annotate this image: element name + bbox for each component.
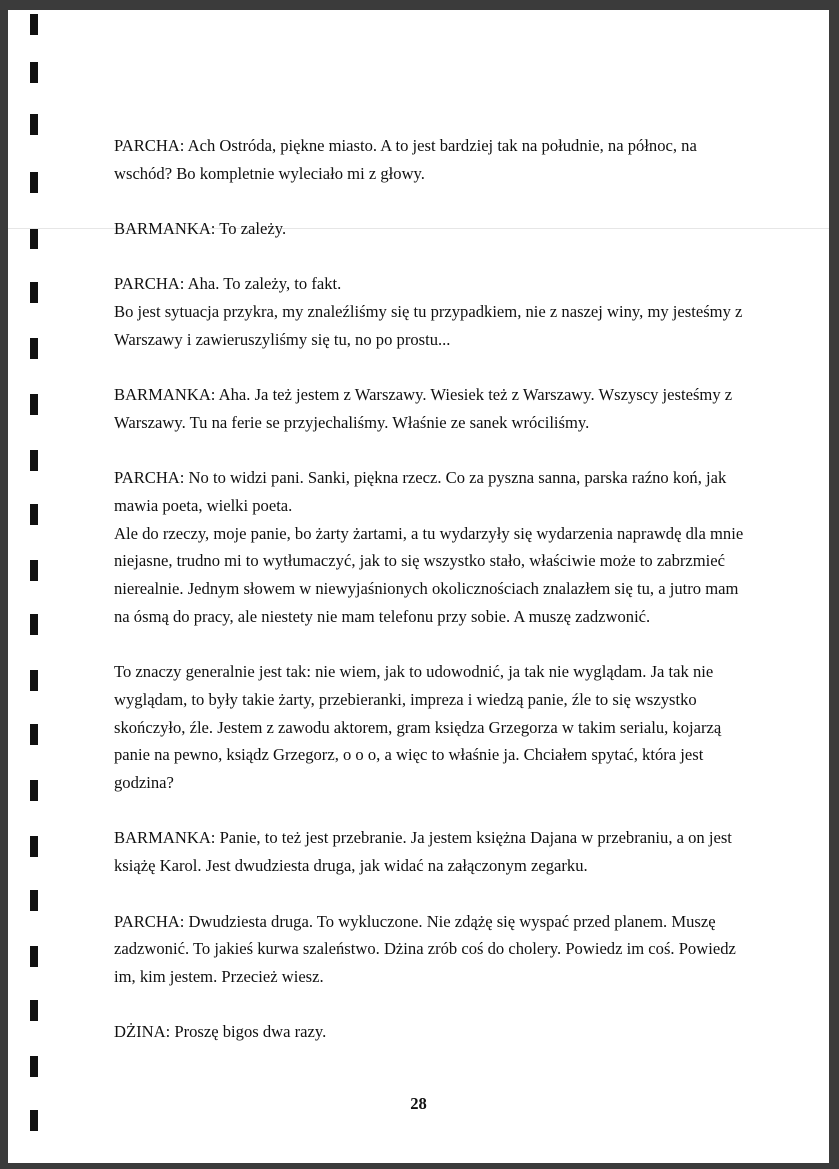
binding-hole: [30, 560, 38, 581]
dialogue-paragraph: BARMANKA: To zależy.: [114, 219, 287, 239]
dialogue-paragraph: PARCHA: Dwudziesta druga. To wykluczone. Nie zdążę się wyspać przed planem. Muszę zadzwonić. To jakieś kurwa szaleństwo. Dżina zrób coś do cholery. Powiedz im coś. Powiedz im, kim jestem. Przecież wiesz.: [114, 911, 736, 986]
binding-hole: [30, 890, 38, 911]
dialogue-paragraph: Bo jest sytuacja przykra, my znaleźliśmy się tu przypadkiem, nie z naszej winy, my jesteśmy z Warszawy i zawieruszyliśmy się tu, no po prostu...: [114, 302, 743, 349]
page-number: 28: [410, 1094, 427, 1113]
dialogue-paragraph: To znaczy generalnie jest tak: nie wiem, jak to udowodnić, ja tak nie wyglądam. Ja tak nie wyglądam, to były takie żarty, przebieranki, impreza i wiedzą panie, źle to się wszystko skończyło, źle. Jestem z zawodu aktorem, gram księdza Grzegorza w takim serialu, kojarzą panie na pewno, ksiądz Grzegorz, o o o, a więc to właśnie ja. Chciałem spytać, która jest godzina?: [114, 662, 722, 793]
binding-hole: [30, 338, 38, 359]
script-text: [114, 132, 754, 1046]
binding-hole: [30, 450, 38, 471]
binding-hole: [30, 14, 38, 35]
binding-hole: [30, 836, 38, 857]
binding-hole: [30, 282, 38, 303]
dialogue-paragraph: PARCHA: No to widzi pani. Sanki, piękna rzecz. Co za pyszna sanna, parska raźno koń, jak mawia poeta, wielki poeta.: [114, 468, 727, 516]
document-page: [8, 10, 829, 1163]
binding-hole: [30, 1056, 38, 1077]
binding-hole: [30, 62, 38, 83]
dialogue-paragraph: BARMANKA: Panie, to też jest przebranie. Ja jestem księżna Dajana w przebraniu, a on jest książę Karol. Jest dwudziesta druga, jak widać na załączonym zegarku.: [114, 828, 732, 876]
dialogue-paragraph: BARMANKA: Aha. Ja też jestem z Warszawy. Wiesiek też z Warszawy. Wszyscy jesteśmy z Warszawy. Tu na ferie se przyjechaliśmy. Właśnie ze sanek wróciliśmy.: [114, 385, 733, 432]
binding-hole: [30, 172, 38, 193]
binding-hole: [30, 504, 38, 525]
binding-hole: [30, 670, 38, 691]
dialogue-paragraph: DŻINA: Proszę bigos dwa razy.: [114, 1022, 327, 1042]
binding-hole: [30, 614, 38, 635]
binding-hole: [30, 228, 38, 249]
dialogue-paragraph: PARCHA: Ach Ostróda, piękne miasto. A to jest bardziej tak na południe, na północ, na wschód? Bo kompletnie wyleciało mi z głowy.: [114, 136, 697, 183]
binding-hole: [30, 1000, 38, 1021]
binding-hole: [30, 394, 38, 415]
binding-hole: [30, 946, 38, 967]
dialogue-paragraph: PARCHA: Aha. To zależy, to fakt.: [114, 274, 342, 294]
binding-hole: [30, 780, 38, 801]
binding-hole: [30, 114, 38, 135]
binding-hole: [30, 724, 38, 745]
dialogue-paragraph: Ale do rzeczy, moje panie, bo żarty żartami, a tu wydarzyły się wydarzenia naprawdę dla mnie niejasne, trudno mi to wytłumaczyć, jak to się wszystko stało, właściwie może to zabrzmieć nierealnie. Jednym słowem w niewyjaśnionych okolicznościach znalazłem się tu, a jutro mam na ósmą do pracy, ale niestety nie mam telefonu przy sobie. A muszę zadzwonić.: [114, 523, 744, 626]
